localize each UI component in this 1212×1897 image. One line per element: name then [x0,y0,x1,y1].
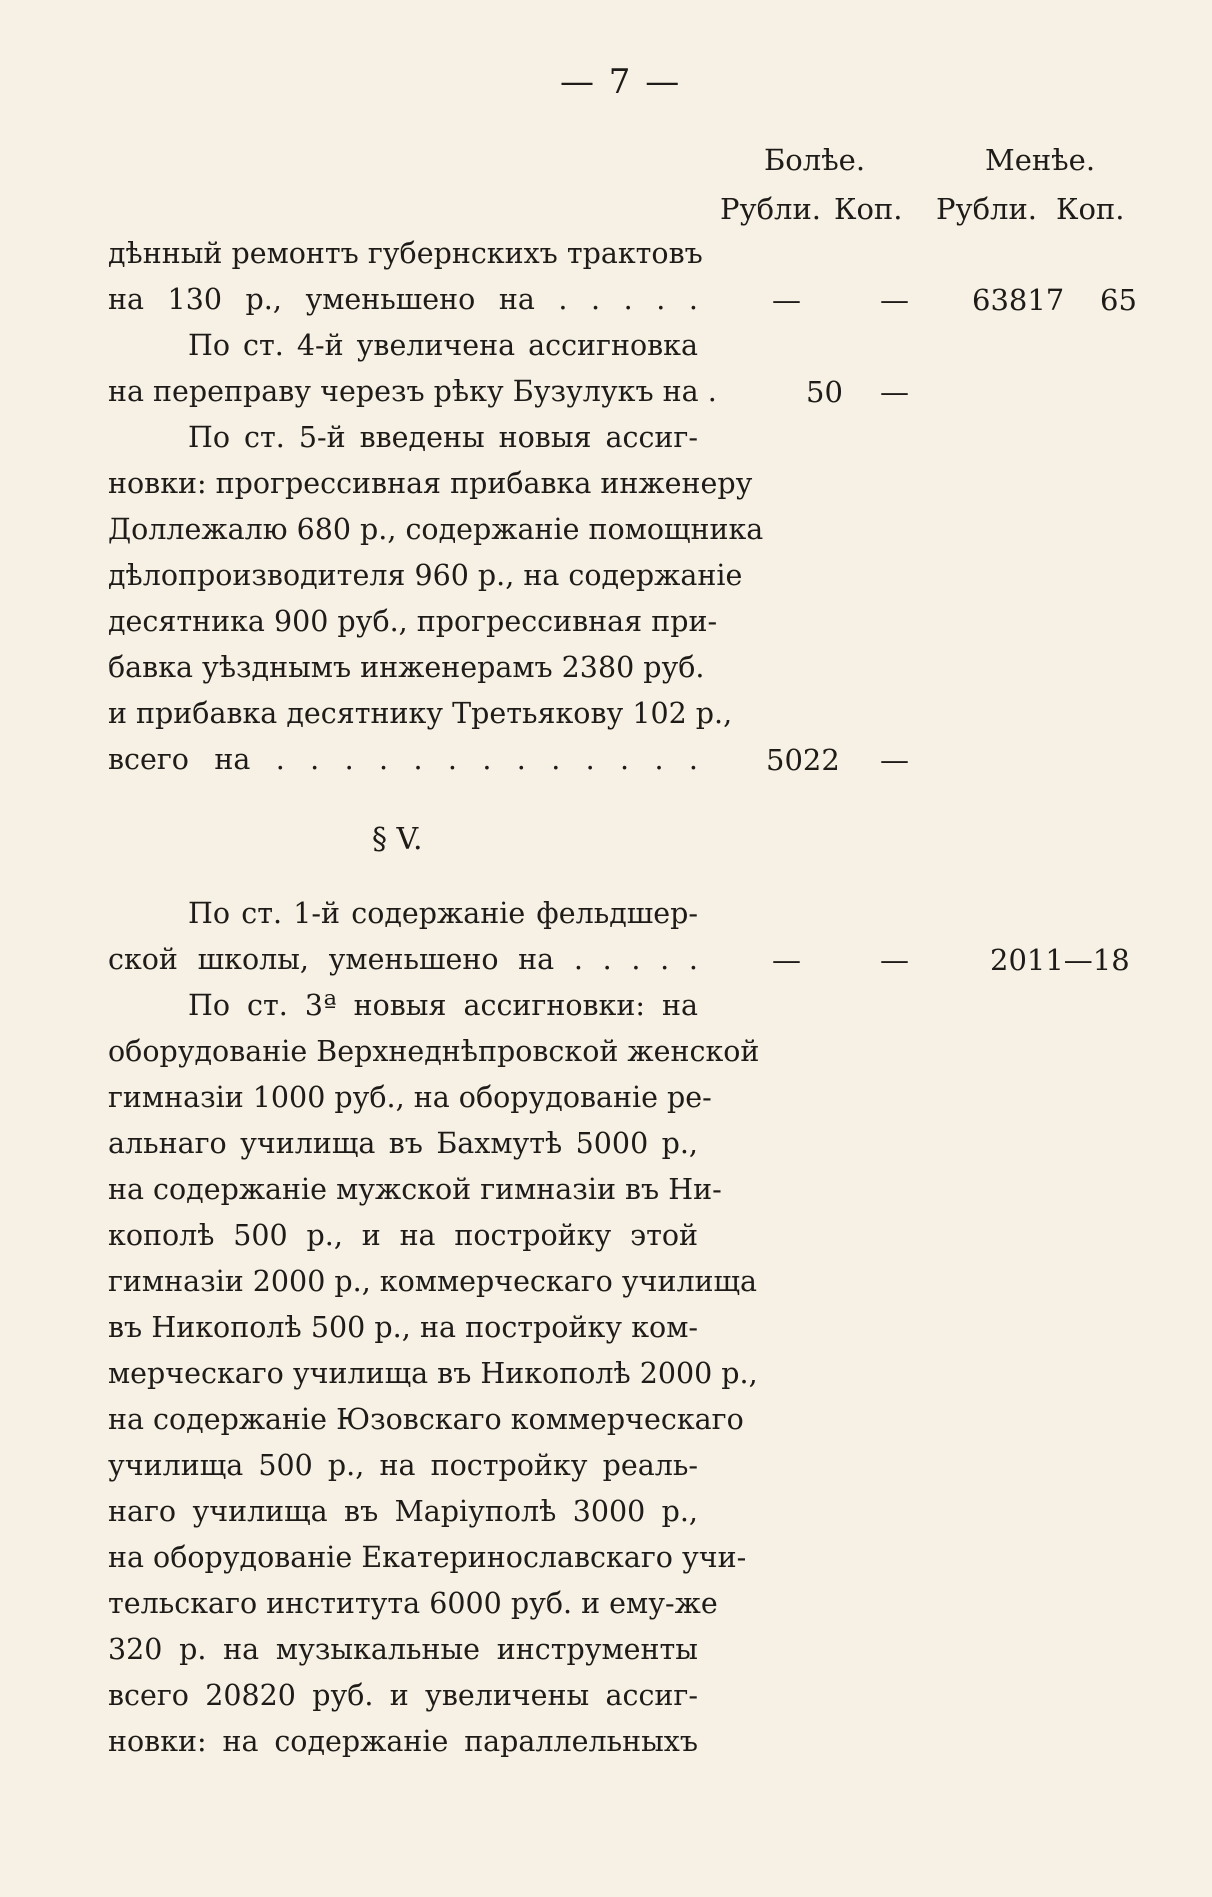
header-kopecks-less: Коп. [1056,192,1125,226]
header-less: Менѣе. [985,143,1096,177]
header-more: Болѣе. [764,143,866,177]
text-line: гимназіи 1000 руб., на оборудованіе ре- [108,1081,712,1114]
text-line: 320 р. на музыкальные инструменты [108,1633,698,1666]
text-line: училища 500 р., на постройку реаль- [108,1449,698,1482]
amount-more-rubles: 5022 [766,743,840,777]
text-line: и прибавка десятнику Третьякову 102 р., [108,697,733,730]
amount-less-rubles: 63817 [972,283,1065,317]
text-line: бавка уѣзднымъ инженерамъ 2380 руб. [108,651,705,684]
text-line: десятника 900 руб., прогрессивная при- [108,605,718,638]
text-line: По ст. 4-й увеличена ассигновка [188,329,698,362]
text-line: въ Никополѣ 500 р., на постройку ком- [108,1311,698,1344]
text-line: на переправу черезъ рѣку Бузулукъ на . [108,375,717,408]
text-line: тельскаго института 6000 руб. и ему-же [108,1587,718,1620]
text-line: ской школы, уменьшено на . . . . . [108,943,698,976]
text-line: мерческаго училища въ Никополѣ 2000 р., [108,1357,758,1390]
text-line: на оборудованіе Екатеринославскаго учи- [108,1541,747,1574]
text-line: По ст. 3ª новыя ассигновки: на [188,989,698,1022]
text-line: альнаго училища въ Бахмутѣ 5000 р., [108,1127,698,1160]
text-line: на содержаніе мужской гимназіи въ Ни- [108,1173,722,1206]
section-heading: § V. [372,822,423,857]
page-number: — 7 — [560,62,682,102]
header-kopecks-more: Коп. [834,192,903,226]
text-line: оборудованіе Верхнеднѣпровской женской [108,1035,760,1068]
amount-more-kopecks: — [880,943,909,977]
text-line: дѣнный ремонтъ губернскихъ трактовъ [108,237,703,270]
text-line: всего на . . . . . . . . . . . . . [108,743,698,776]
amount-more-rubles: — [772,943,801,977]
text-line: По ст. 5-й введены новыя ассиг- [188,421,698,454]
amount-more-kopecks: — [880,283,909,317]
amount-less-total: 2011—18 [990,943,1130,977]
header-rubles-more: Рубли. [720,192,822,226]
amount-more-kopecks: — [880,743,909,777]
amount-less-kopecks: 65 [1100,283,1137,317]
text-line: По ст. 1-й содержаніе фельдшер- [188,897,698,930]
text-line: новки: на содержаніе параллельныхъ [108,1725,698,1758]
amount-more-rubles: 50 [806,375,843,409]
text-line: на 130 р., уменьшено на . . . . . [108,283,698,316]
text-line: наго училища въ Маріуполѣ 3000 р., [108,1495,698,1528]
text-line: новки: прогрессивная прибавка инженеру [108,467,753,500]
text-line: дѣлопроизводителя 960 р., на содержаніе [108,559,743,592]
header-rubles-less: Рубли. [936,192,1038,226]
amount-more-rubles: — [772,283,801,317]
text-line: гимназіи 2000 р., коммерческаго училища [108,1265,758,1298]
text-line: кополѣ 500 р., и на постройку этой [108,1219,698,1252]
text-line: Доллежалю 680 р., содержаніе помощника [108,513,764,546]
text-line: всего 20820 руб. и увеличены ассиг- [108,1679,698,1712]
text-line: на содержаніе Юзовскаго коммерческаго [108,1403,744,1436]
amount-more-kopecks: — [880,375,909,409]
